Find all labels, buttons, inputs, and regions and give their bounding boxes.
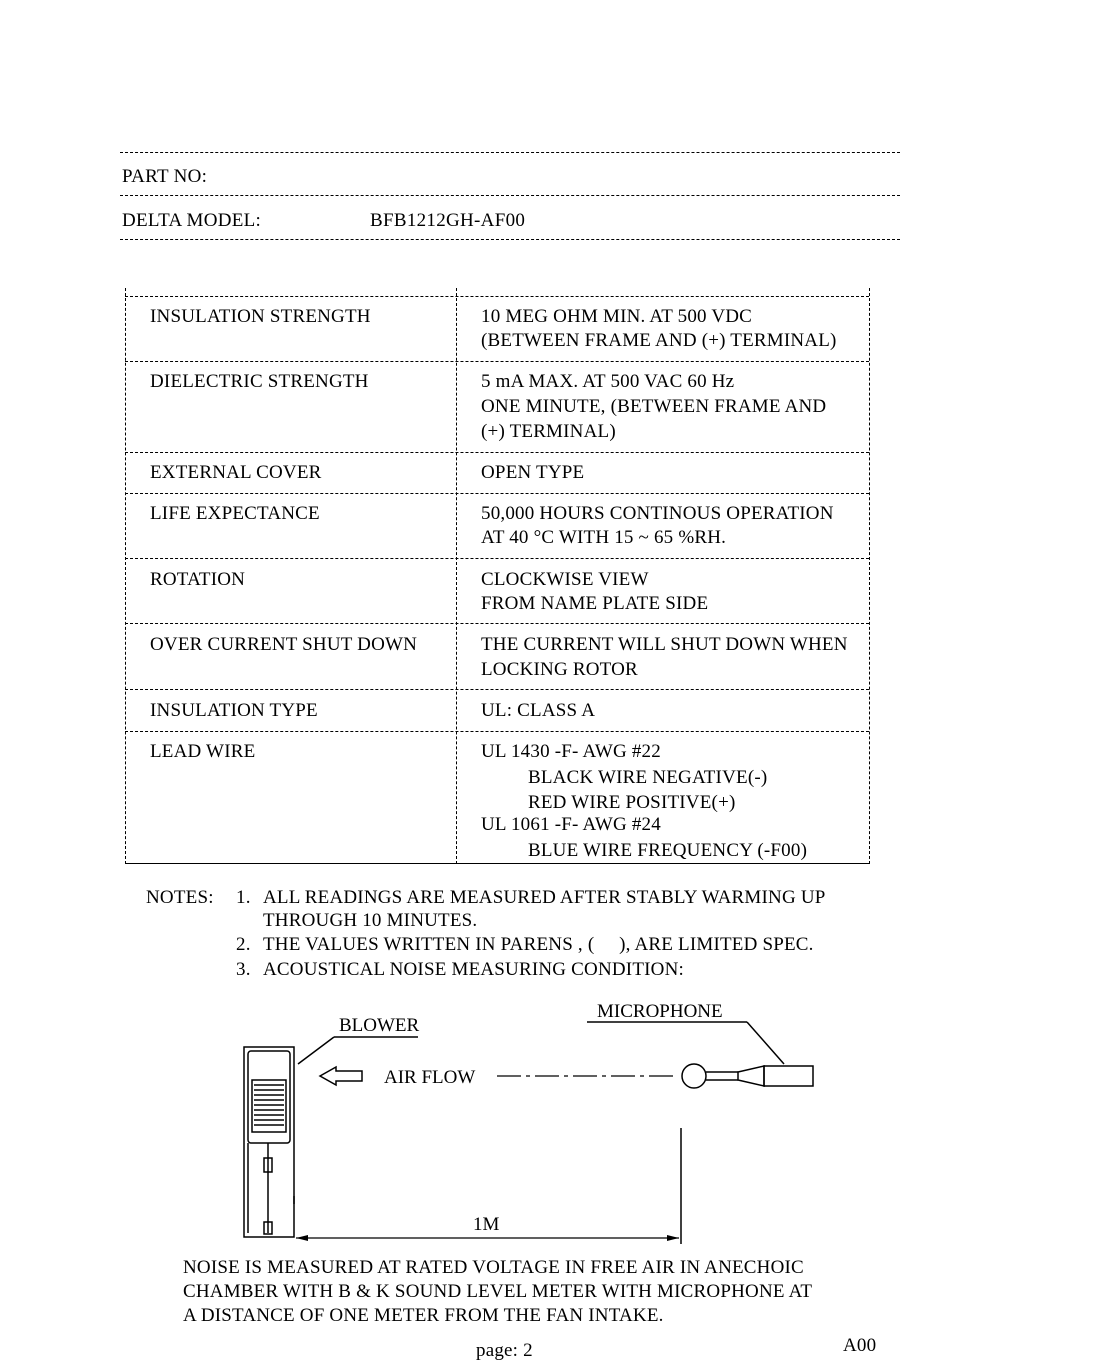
spec-value-line: UL 1061 -F- AWG #24 <box>481 814 661 835</box>
spec-value-line: 10 MEG OHM MIN. AT 500 VDC <box>481 306 753 327</box>
delta-model-label: DELTA MODEL: <box>122 210 262 231</box>
spec-value-line: FROM NAME PLATE SIDE <box>481 593 709 614</box>
note-text: ACOUSTICAL NOISE MEASURING CONDITION: <box>263 959 684 980</box>
spec-label-insulation-strength: INSULATION STRENGTH <box>150 306 371 327</box>
noise-text-line: CHAMBER WITH B & K SOUND LEVEL METER WITH MICROPHONE AT <box>183 1281 813 1302</box>
spec-value-line: AT 40 °C WITH 15 ~ 65 %RH. <box>481 527 727 548</box>
noise-text-line: A DISTANCE OF ONE METER FROM THE FAN INTAKE. <box>183 1305 664 1326</box>
spec-value-line: RED WIRE POSITIVE(+) <box>528 792 736 813</box>
spec-label-dielectric-strength: DIELECTRIC STRENGTH <box>150 371 369 392</box>
distance-label: 1M <box>473 1214 500 1235</box>
spec-value-line: OPEN TYPE <box>481 462 585 483</box>
blower-leader-line <box>298 1037 334 1064</box>
spec-label-lead-wire: LEAD WIRE <box>150 741 256 762</box>
spec-label-insulation-type: INSULATION TYPE <box>150 700 318 721</box>
note-number: 3. <box>236 959 251 980</box>
page-number: page: 2 <box>476 1340 533 1361</box>
dimension-arrow-right-icon <box>667 1235 679 1241</box>
revision-code: A00 <box>843 1335 877 1356</box>
spec-value-line: (+) TERMINAL) <box>481 421 616 442</box>
note-number: 2. <box>236 934 251 955</box>
delta-model-value: BFB1212GH-AF00 <box>370 210 526 231</box>
spec-value-line: BLACK WIRE NEGATIVE(-) <box>528 767 768 788</box>
dimension-arrow-left-icon <box>296 1235 308 1241</box>
spec-value-line: LOCKING ROTOR <box>481 659 638 680</box>
spec-value-line: UL 1430 -F- AWG #22 <box>481 741 661 762</box>
spec-value-line: THE CURRENT WILL SHUT DOWN WHEN <box>481 634 848 655</box>
note-text: THE VALUES WRITTEN IN PARENS , ( ), ARE LIMITED SPEC. <box>263 934 814 955</box>
microphone-label: MICROPHONE <box>597 1001 723 1022</box>
spec-label-rotation: ROTATION <box>150 569 246 590</box>
blower-label: BLOWER <box>339 1015 420 1036</box>
noise-text-line: NOISE IS MEASURED AT RATED VOLTAGE IN FREE AIR IN ANECHOIC <box>183 1257 804 1278</box>
spec-value-line: 5 mA MAX. AT 500 VAC 60 Hz <box>481 371 735 392</box>
spec-value-line: ONE MINUTE, (BETWEEN FRAME AND <box>481 396 827 417</box>
microphone-icon <box>682 1064 813 1088</box>
blower-icon <box>244 1047 294 1237</box>
spec-label-external-cover: EXTERNAL COVER <box>150 462 322 483</box>
note-text: ALL READINGS ARE MEASURED AFTER STABLY WARMING UP <box>263 887 826 908</box>
spec-value-line: (BETWEEN FRAME AND (+) TERMINAL) <box>481 330 837 351</box>
microphone-leader-line <box>747 1022 784 1064</box>
notes-label: NOTES: <box>146 887 214 908</box>
part-no-label: PART NO: <box>122 166 208 187</box>
spec-value-line: CLOCKWISE VIEW <box>481 569 649 590</box>
note-text: THROUGH 10 MINUTES. <box>263 910 478 931</box>
spec-label-life-expectance: LIFE EXPECTANCE <box>150 503 320 524</box>
spec-value-line: UL: CLASS A <box>481 700 596 721</box>
airflow-label: AIR FLOW <box>384 1067 476 1088</box>
note-number: 1. <box>236 887 251 908</box>
spec-value-line: BLUE WIRE FREQUENCY (-F00) <box>528 840 808 861</box>
airflow-arrow-icon <box>320 1067 362 1085</box>
spec-value-line: 50,000 HOURS CONTINOUS OPERATION <box>481 503 834 524</box>
spec-label-over-current-shut-down: OVER CURRENT SHUT DOWN <box>150 634 418 655</box>
